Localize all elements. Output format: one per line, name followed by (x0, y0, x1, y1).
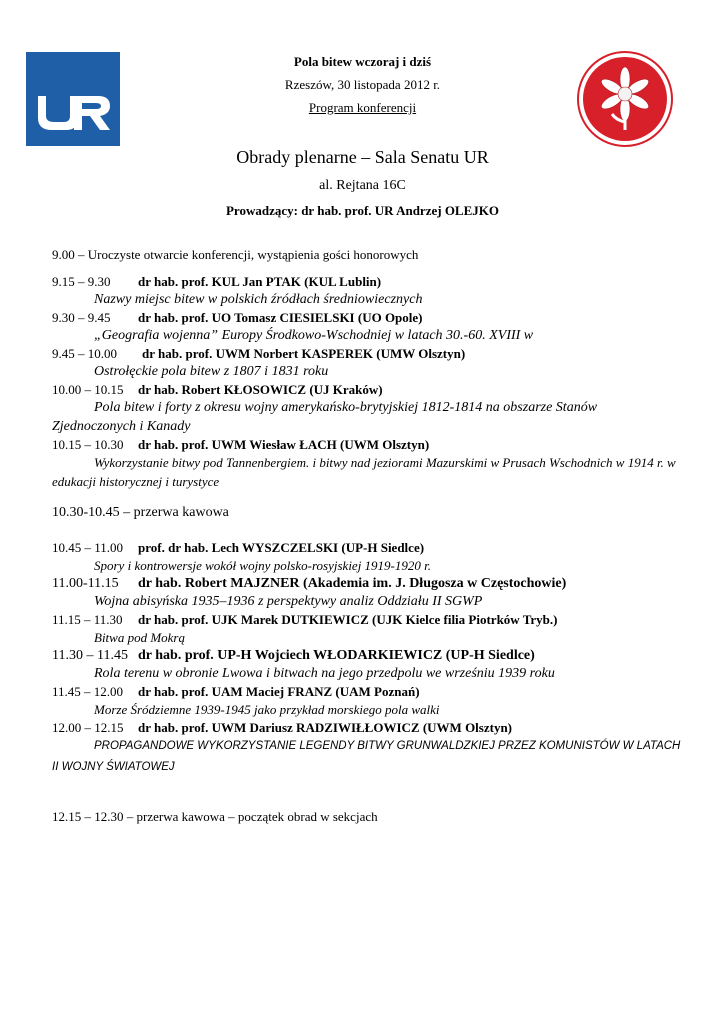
item-speaker: dr hab. prof. UWM Dariusz RADZIWIŁŁOWICZ (UWM Olsztyn) (138, 720, 513, 735)
item-speaker: dr hab. Robert KŁOSOWICZ (UJ Kraków) (138, 382, 383, 397)
item-speaker: dr hab. prof. UWM Norbert KASPEREK (UMW Olsztyn) (142, 346, 466, 361)
list-item (52, 647, 682, 664)
opening-text: – Uroczyste otwarcie konferencji, wystąpienia gości honorowych (78, 247, 419, 262)
item-time: 11.00-11.15 (52, 576, 119, 591)
item-time: 9.15 – 9.30 (52, 274, 111, 289)
item-speaker: prof. dr hab. Lech WYSZCZELSKI (UP-H Siedlce) (138, 540, 425, 555)
session-address: al. Rejtana 16C (319, 178, 406, 193)
item-time: 11.15 – 11.30 (52, 612, 123, 627)
coffee-break: 10.30-10.45 – przerwa kawowa (52, 505, 229, 520)
item-speaker: dr hab. prof. UWM Wiesław ŁACH (UWM Olsztyn) (138, 437, 430, 452)
program-link[interactable]: Program konferencji (308, 100, 417, 115)
item-speaker: dr hab. prof. UAM Maciej FRANZ (UAM Poznań) (138, 684, 420, 699)
session-title: Obrady plenarne – Sala Senatu UR (236, 147, 489, 167)
item-time: 11.30 – 11.45 (52, 648, 128, 663)
item-time: 11.45 – 12.00 (52, 684, 124, 699)
item-time: 10.45 – 11.00 (52, 540, 124, 555)
list-item (52, 539, 682, 556)
item-time: 10.00 – 10.15 (52, 382, 124, 397)
item-speaker: dr hab. prof. UP-H Wojciech WŁODARKIEWICZ (UP-H Siedlce) (138, 648, 535, 663)
conference-title: Pola bitew wczoraj i dziś (293, 54, 432, 69)
list-item (52, 611, 682, 628)
opening-time: 9.00 (52, 247, 75, 262)
list-item (52, 273, 682, 290)
item-title: PROPAGANDOWE WYKORZYSTANIE LEGENDY BITWY GRUNWALDZKIEJ PRZEZ KOMUNISTÓW W LATACH II WOJNY ŚWIATOWEJ (52, 740, 681, 773)
item-title: „Geografia wojenna” Europy Środkowo-Wschodniej w latach 30.-60. XVIII w (94, 328, 534, 343)
item-title: Spory i kontrowersje wokół wojny polsko-rosyjskiej 1919-1920 r. (94, 558, 432, 573)
list-item (52, 683, 682, 700)
item-title: Wojna abisyńska 1935–1936 z perspektywy analiz Oddziału II SGWP (94, 594, 483, 609)
item-time: 12.00 – 12.15 (52, 720, 124, 735)
item-speaker: dr hab. prof. KUL Jan PTAK (KUL Lublin) (138, 274, 382, 289)
list-item (52, 436, 682, 453)
item-time: 10.15 – 10.30 (52, 437, 124, 452)
item-time: 9.45 – 10.00 (52, 346, 117, 361)
list-item (52, 381, 682, 398)
coffee-break-sections: 12.15 – 12.30 – przerwa kawowa – początek obrad w sekcjach (52, 809, 378, 824)
item-title: Wykorzystanie bitwy pod Tannenbergiem. i bitwy nad jeziorami Mazurskimi w Prusach Wschodnich w 1914 r. w edukacji historycznej i turystyce (52, 455, 676, 489)
session-chair: Prowadzący: dr hab. prof. UR Andrzej OLEJKO (225, 203, 499, 218)
list-item (52, 719, 682, 736)
item-time: 9.30 – 9.45 (52, 310, 111, 325)
item-title: Nazwy miejsc bitew w polskich źródłach średniowiecznych (94, 292, 423, 307)
item-title: Bitwa pod Mokrą (94, 630, 185, 645)
item-title: Morze Śródziemne 1939-1945 jako przykład morskiego pola walki (94, 702, 440, 717)
item-title: Ostrołęckie pola bitew z 1807 i 1831 roku (94, 364, 329, 379)
list-item (52, 309, 682, 326)
item-speaker: dr hab. prof. UO Tomasz CIESIELSKI (UO Opole) (138, 310, 423, 325)
conference-date: Rzeszów, 30 listopada 2012 r. (284, 77, 441, 92)
list-item (52, 345, 682, 362)
item-title: Pola bitew i forty z okresu wojny amerykańsko-brytyjskiej 1812-1814 na obszarze Stanów Zjednoczonych i Kanady (52, 400, 598, 434)
opening-item (52, 246, 682, 263)
item-speaker: dr hab. Robert MAJZNER (Akademia im. J. Długosza w Częstochowie) (138, 576, 567, 591)
list-item (52, 575, 682, 592)
item-speaker: dr hab. prof. UJK Marek DUTKIEWICZ (UJK Kielce filia Piotrków Tryb.) (138, 612, 558, 627)
item-title: Rola terenu w obronie Lwowa i bitwach na jego przedpolu we wrześniu 1939 roku (94, 666, 555, 681)
agenda (52, 246, 682, 825)
